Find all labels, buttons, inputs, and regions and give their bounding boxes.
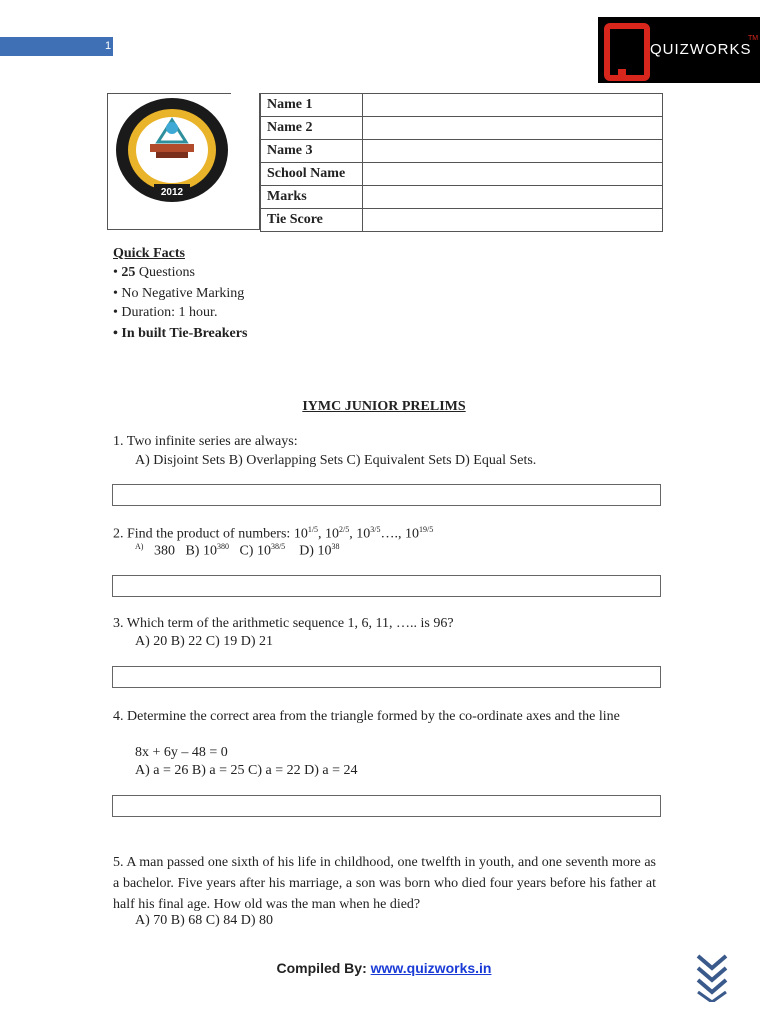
page-title: IYMC JUNIOR PRELIMS — [302, 399, 466, 414]
iymc-emblem-icon — [114, 96, 230, 208]
answer-box-2[interactable] — [112, 575, 661, 597]
info-row — [261, 117, 663, 140]
question-4: 4. Determine the correct area from the triangle formed by the co-ordinate axes and the line — [113, 709, 620, 724]
question-4-equation: 8x + 6y – 48 = 0 — [135, 745, 228, 760]
page-number: 1 — [105, 40, 112, 52]
info-label: Name 2 — [261, 117, 363, 140]
info-row — [261, 163, 663, 186]
page-number-bar — [0, 37, 113, 56]
info-row — [261, 94, 663, 117]
emblem-year: 2012 — [160, 187, 184, 198]
footer-link[interactable]: www.quizworks.in — [370, 960, 492, 976]
participant-info-table — [260, 93, 663, 232]
question-1: 1. Two infinite series are always: — [113, 434, 298, 449]
question-5-options: A) 70 B) 68 C) 84 D) 80 — [135, 913, 274, 928]
question-2-options: $^{A)}$ 380 B) $10^{380}$ C) $10^{38/5}$ D) $10^{38}$ — [135, 542, 340, 559]
question-4-options: A) a = 26 B) a = 25 C) a = 22 D) a = 24 — [135, 763, 358, 778]
answer-box-4[interactable] — [112, 795, 661, 817]
info-label: Marks — [261, 186, 363, 209]
quick-fact-duration: • Duration: 1 hour. — [113, 305, 218, 320]
chevron-down-icon — [695, 952, 729, 1002]
info-value-field[interactable] — [363, 209, 663, 232]
logo-text: QUIZWORKS — [650, 41, 752, 58]
logo-q-icon — [604, 23, 650, 81]
question-1-options: A) Disjoint Sets B) Overlapping Sets C) Equivalent Sets D) Equal Sets. — [135, 453, 537, 468]
info-label: Tie Score — [261, 209, 363, 232]
question-3-options: A) 20 B) 22 C) 19 D) 21 — [135, 634, 274, 649]
answer-box-1[interactable] — [112, 484, 661, 506]
info-value-field[interactable] — [363, 140, 663, 163]
info-row — [261, 140, 663, 163]
info-value-field[interactable] — [363, 117, 663, 140]
question-5: 5. A man passed one sixth of his life in childhood, one twelfth in youth, and one seventh more as a bachelor. Five years after his marriage, a son was born who died four years before his father at half his final age. How old was the man when he died? — [113, 855, 656, 912]
question-2: 2. Find the product of numbers: $10^{1/5}$, $10^{2/5}$, $10^{3/5}\dots$., $10^{19/5}$ — [113, 525, 434, 542]
quick-fact-tiebreakers: • In built Tie-Breakers — [113, 326, 248, 341]
logo-trademark: TM — [748, 35, 759, 42]
info-label: Name 1 — [261, 94, 363, 117]
info-label: School Name — [261, 163, 363, 186]
info-row — [261, 186, 663, 209]
quick-fact-negative: • No Negative Marking — [113, 286, 245, 301]
quizworks-logo — [598, 17, 760, 83]
answer-box-3[interactable] — [112, 666, 661, 688]
quick-fact-questions: • 25 Questions — [113, 265, 195, 280]
info-label: Name 3 — [261, 140, 363, 163]
question-3: 3. Which term of the arithmetic sequence 1, 6, 11, ….. is 96? — [113, 616, 454, 631]
quick-facts-title: Quick Facts — [113, 246, 185, 261]
info-row — [261, 209, 663, 232]
info-value-field[interactable] — [363, 94, 663, 117]
footer-credit: Compiled By: www.quizworks.in — [276, 960, 492, 976]
info-value-field[interactable] — [363, 186, 663, 209]
info-value-field[interactable] — [363, 163, 663, 186]
